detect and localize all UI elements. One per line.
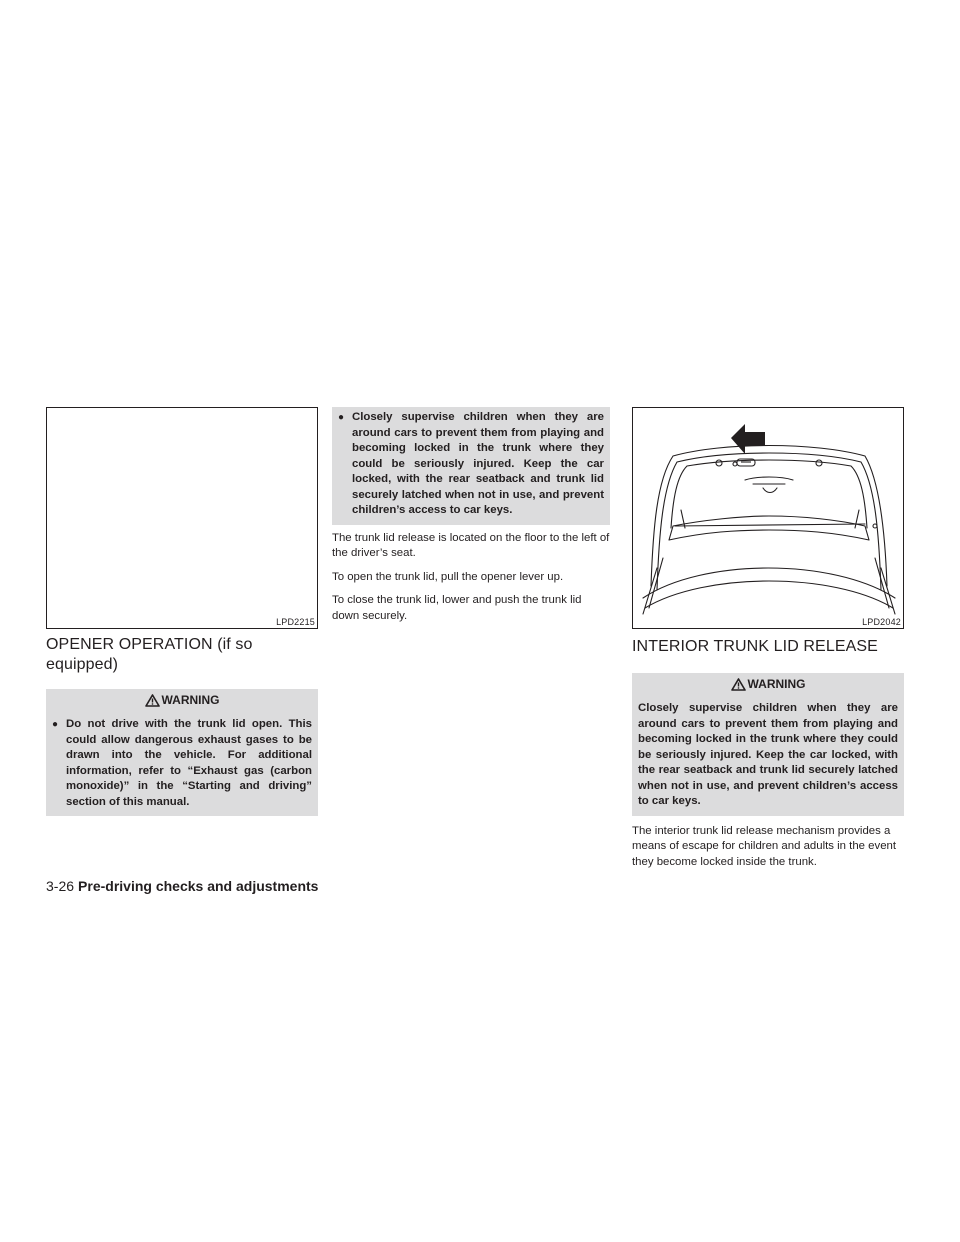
warning-bullet [52,717,312,810]
warning-bullet [338,410,604,519]
figure-lpd2215 [46,407,318,629]
bullet-dot-icon: ● [52,719,59,730]
right-column [632,407,904,870]
warning-header [632,673,904,696]
section-heading: OPENER OPERATION (if so equipped) [46,636,253,673]
warning-box [46,689,318,816]
page-number: 3-26 [46,878,75,894]
figure-lpd2042 [632,407,904,629]
warning-triangle-icon [145,694,160,707]
bullet-dot-icon: ● [338,412,345,423]
figure-code: LPD2042 [862,617,901,627]
body-paragraph: The interior trunk lid release mechanism provides a means of escape for children and adults in the event they become locked inside the trunk. [632,824,897,868]
warning-body [632,696,904,816]
warning-text: Do not drive with the trunk lid open. This could allow dangerous exhaust gases to be drawn into the vehicle. For additional information, refer to “Exhaust gas (carbon monoxide)” in the “Starting and driving” section of this manual. [66,718,312,808]
trunk-lid-illustration [633,408,905,630]
warning-header [46,689,318,712]
footer-section-title: Pre-driving checks and adjustments [78,878,319,894]
warning-triangle-icon [731,678,746,691]
body-paragraph: The trunk lid release is located on the floor to the left of the driver’s seat. [332,531,610,559]
warning-body [332,407,610,525]
warning-label: WARNING [161,693,220,707]
left-column [46,407,318,816]
warning-box [332,407,610,525]
warning-text: Closely supervise children when they are around cars to prevent them from playing and becoming locked in the trunk where they could be seriously injured. Keep the car locked, with the rear seatback and trunk lid securely latched when not in use, and prevent children’s access to car keys. [638,702,898,807]
warning-box [632,673,904,816]
body-paragraph: To close the trunk lid, lower and push the trunk lid down securely. [332,594,582,622]
figure-code: LPD2215 [276,617,315,627]
middle-column [332,407,610,624]
section-heading: INTERIOR TRUNK LID RELEASE [632,638,878,655]
body-paragraph: To open the trunk lid, pull the opener lever up. [332,570,564,583]
warning-text: Closely supervise children when they are around cars to prevent them from playing and becoming locked in the trunk where they could be seriously injured. Keep the car locked, with the rear seatback and trunk lid securely latched when not in use, and prevent children’s access to car keys. [352,411,604,516]
arrow-left-icon [731,424,765,454]
warning-label: WARNING [747,677,806,691]
page-footer [46,878,318,896]
warning-body [46,712,318,816]
